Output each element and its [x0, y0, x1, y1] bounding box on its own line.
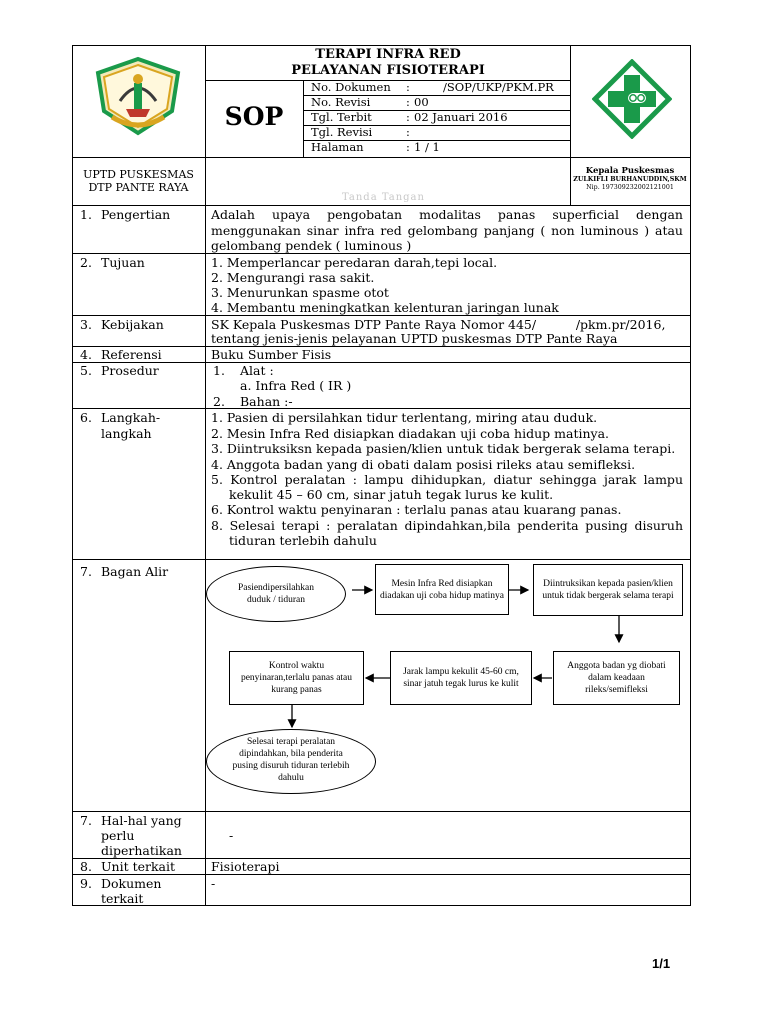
doc-row-sep: : [406, 140, 410, 154]
flow-step-instruksi: Diintruksikan kepada pasien/klien untuk tidak bergerak selama terapi [533, 564, 683, 616]
tujuan-item: 4. Membantu meningkatkan kelenturan jaringan lunak [211, 300, 559, 315]
section-number: 1. [80, 207, 92, 222]
section-number: 8. [80, 859, 92, 874]
doc-row-sep: : [406, 110, 410, 124]
prosedur-number: 1. [213, 363, 225, 378]
langkah-item: 4. Anggota badan yang di obati dalam posisi rileks atau semifleksi. [211, 457, 636, 472]
head-nip: Nip. 197309232002121001 [586, 184, 674, 191]
langkah-item: 2. Mesin Infra Red disiapkan diadakan uji coba hidup matinya. [211, 426, 609, 441]
flow-step-pasien: Pasiendipersilahkan duduk / tiduran [206, 566, 346, 622]
doc-row-value: 1 / 1 [414, 140, 440, 154]
langkah-item: 1. Pasien di persilahkan tidur terlentang, miring atau duduk. [211, 410, 598, 425]
head-name: ZULKIFLI BURHANUDDIN,SKM [573, 176, 687, 183]
prosedur-bahan: Bahan :- [240, 394, 293, 409]
doc-row-value: 00 [414, 95, 429, 109]
flow-step-anggota: Anggota badan yg diobati dalam keadaan rileks/semifleksi [553, 651, 680, 705]
dokumen-text: - [211, 876, 216, 891]
section-label-pengertian: Pengertian [101, 207, 171, 222]
flow-step-mesin: Mesin Infra Red disiapkan diadakan uji coba hidup matinya [375, 564, 509, 615]
langkah-item: tiduran terlebih dahulu [229, 533, 377, 548]
kebijakan-line: SK Kepala Puskesmas DTP Pante Raya Nomor 445/ /pkm.pr/2016, [211, 317, 666, 332]
section-label-langkah: langkah [101, 426, 152, 441]
doc-row-label: Tgl. Terbit [311, 110, 372, 124]
signature-watermark: Tanda Tangan [342, 192, 425, 203]
section-label-unit: Unit terkait [101, 859, 176, 874]
doc-row-sep: : [406, 80, 410, 94]
section-label-hal: Hal-hal yang [101, 813, 182, 828]
doc-row-value: /SOP/UKP/PKM.PR [443, 80, 554, 94]
tujuan-item: 1. Memperlancar peredaran darah,tepi local. [211, 255, 498, 270]
section-label-kebijakan: Kebijakan [101, 317, 164, 332]
prosedur-alat-item: a. Infra Red ( IR ) [240, 378, 352, 393]
section-label-prosedur: Prosedur [101, 363, 159, 378]
page-number: 1/1 [652, 956, 671, 971]
tujuan-item: 3. Menurunkan spasme otot [211, 285, 389, 300]
doc-row-sep: : [406, 125, 410, 139]
flow-step-kontrol: Kontrol waktu penyinaran,terlalu panas atau kurang panas [229, 651, 364, 705]
section-number: 7. [80, 813, 92, 828]
doc-row-label: Halaman [311, 140, 364, 154]
doc-row-sep: : [406, 95, 410, 109]
section-label-hal: perlu [101, 828, 135, 843]
section-label-dokumen: terkait [101, 891, 144, 906]
section-label-langkah: Langkah- [101, 410, 161, 425]
section-label-tujuan: Tujuan [101, 255, 145, 270]
langkah-item: 6. Kontrol waktu penyinaran : terlalu panas atau kuarang panas. [211, 502, 622, 517]
section-number: 6. [80, 410, 92, 425]
doc-title: TERAPI INFRA RED [315, 47, 461, 62]
sop-label: SOP [224, 102, 284, 131]
doc-row-label: No. Dokumen [311, 80, 391, 94]
doc-row-label: No. Revisi [311, 95, 371, 109]
langkah-item: kekulit 45 – 60 cm, sinar jatuh tegak lurus ke kulit. [229, 487, 554, 502]
flow-step-jarak: Jarak lampu kekulit 45-60 cm, sinar jatuh tegak lurus ke kulit [390, 651, 532, 705]
pengertian-text: Adalah upaya pengobatan modalitas panas superficial dengan menggunakan sinar infra red gelombang panjang ( non luminous ) atau gelombang pendek ( luminous ) [211, 207, 683, 253]
langkah-item: 5. Kontrol peralatan : lampu dihidupkan, diatur sehingga jarak lampu [211, 472, 683, 487]
section-label-referensi: Referensi [101, 347, 162, 362]
flow-step-selesai-text: Selesai terapi peralatan dipindahkan, bila penderita pusing disuruh tiduran terlebih dahulu [232, 737, 350, 783]
section-number: 3. [80, 317, 92, 332]
section-number: 2. [80, 255, 92, 270]
org-name-line1: UPTD PUSKESMAS [83, 168, 194, 181]
section-number: 9. [80, 876, 92, 891]
tujuan-item: 2. Mengurangi rasa sakit. [211, 270, 375, 285]
section-label-hal: diperhatikan [101, 843, 182, 858]
prosedur-alat: Alat : [240, 363, 274, 378]
prosedur-number: 2. [213, 394, 225, 409]
logo-bener-meriah [90, 55, 186, 137]
section-number: 4. [80, 347, 92, 362]
doc-row-value: 02 Januari 2016 [414, 110, 508, 124]
langkah-item: 8. Selesai terapi : peralatan dipindahkan,bila penderita pusing disuruh [211, 518, 683, 533]
langkah-item: 3. Diintruksiksn kepada pasien/klien untuk tidak bergerak selama terapi. [211, 441, 676, 456]
referensi-text: Buku Sumber Fisis [211, 347, 332, 362]
kebijakan-line: tentang jenis-jenis pelayanan UPTD puskesmas DTP Pante Raya [211, 331, 618, 346]
unit-text: Fisioterapi [211, 859, 280, 874]
logo-puskesmas [592, 59, 672, 139]
section-label-dokumen: Dokumen [101, 876, 162, 891]
section-number: 7. [80, 564, 92, 579]
head-title: Kepala Puskesmas [585, 166, 675, 176]
hal-text: - [229, 828, 234, 843]
org-name-line2: DTP PANTE RAYA [88, 181, 189, 194]
doc-row-label: Tgl. Revisi [311, 125, 373, 139]
section-label-bagan-alir: Bagan Alir [101, 564, 169, 579]
doc-subtitle: PELAYANAN FISIOTERAPI [291, 63, 485, 78]
flow-step-selesai [206, 729, 376, 794]
section-number: 5. [80, 363, 92, 378]
